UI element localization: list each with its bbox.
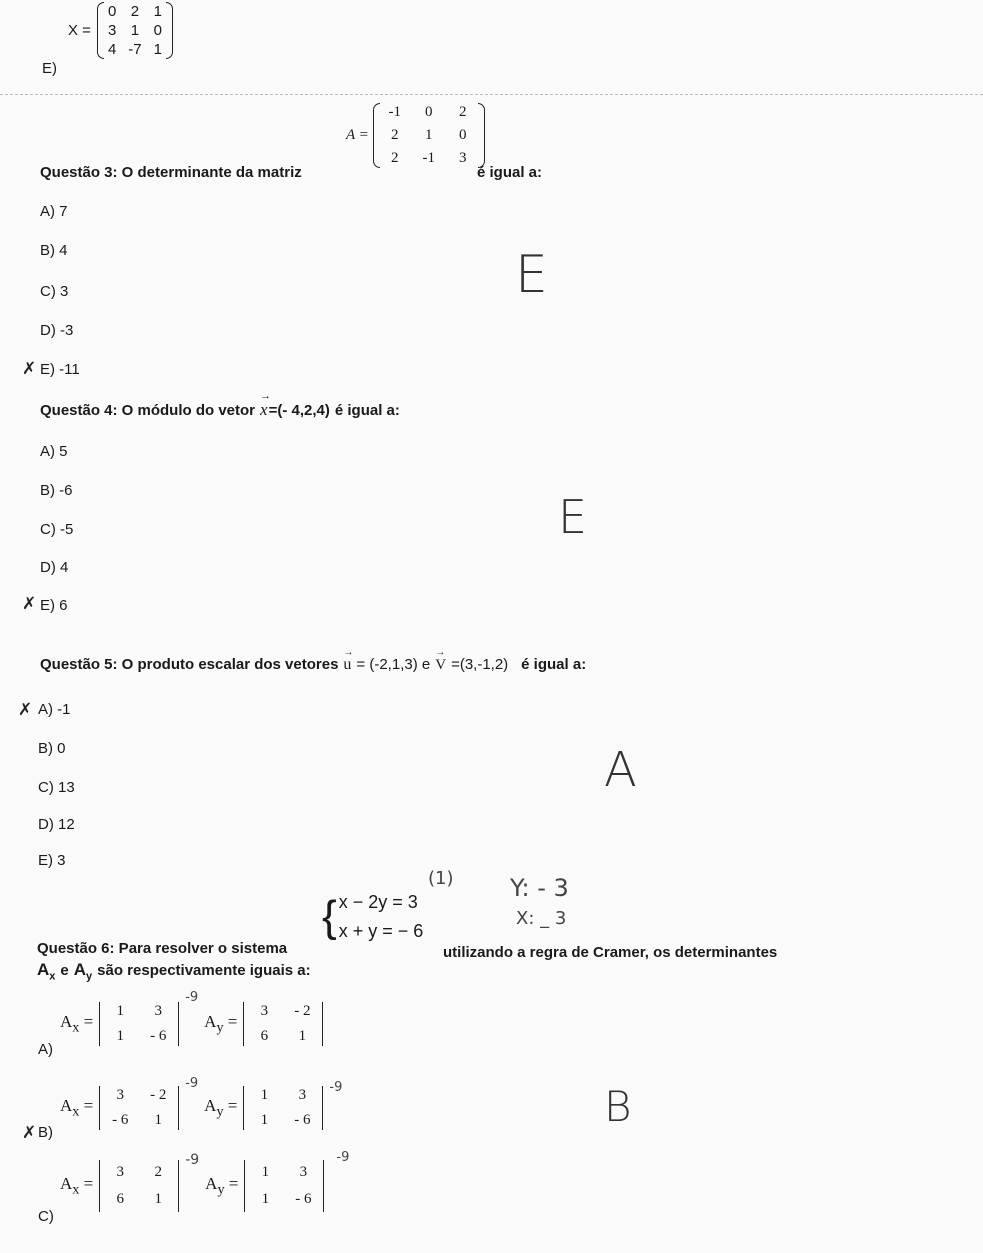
matrix-cell: 0 [459, 127, 467, 143]
q5-option-b: B) 0 [38, 740, 66, 757]
q3-suffix: é igual a: [477, 164, 543, 181]
matrix-cell: 2 [391, 127, 399, 143]
prev-option-letter: E) [42, 60, 57, 77]
matrix-cell: -1 [422, 150, 436, 166]
ax-label: $A_x$ = [60, 1173, 94, 1198]
ax-note: -9 [185, 1076, 199, 1091]
matrix-cell: 1 [153, 41, 162, 58]
ax-determinant: 3 - 2 - 6 1 [99, 1086, 179, 1130]
ay-note: -9 [336, 1150, 350, 1165]
q5-option-d: D) 12 [38, 816, 75, 833]
matrix-cell: -1 [388, 104, 402, 120]
matrix-cell: 1 [153, 3, 162, 20]
ax-determinant: 1 3 1 - 6 [99, 1002, 179, 1046]
q5-check-mark: ✗ [18, 700, 33, 720]
matrix-cell: 1 [130, 22, 140, 39]
q3-option-a: A) 7 [40, 203, 68, 220]
ay-label: $A_y$ = [204, 1095, 238, 1120]
q6-suffix: utilizando a regra de Cramer, os determinantes [443, 944, 778, 961]
q5-title: Questão 5: O produto escalar dos vetores [40, 656, 339, 673]
vector-arrow-icon: → [435, 647, 446, 658]
q3-check-mark: ✗ [22, 359, 37, 379]
q6-system [322, 892, 423, 942]
matrix-cell: 0 [425, 104, 433, 120]
ay-determinant: 1 3 1 - 6 [244, 1160, 324, 1212]
q5-u-symbol: u [343, 656, 352, 673]
q3-matrix-block [346, 103, 485, 168]
q6-note-y: Y: - 3 [510, 874, 569, 902]
q6-option-b [60, 1076, 343, 1130]
q6-equation-1: x − 2y = 3 [338, 892, 418, 912]
q4-option-d: D) 4 [40, 559, 69, 576]
q5-suffix: é igual a: [521, 656, 587, 673]
q6-handwritten-answer: B [604, 1082, 632, 1131]
matrix-cell: 2 [459, 104, 467, 120]
q6-option-c [60, 1150, 350, 1212]
system-brace: { [322, 892, 337, 941]
q6-ax-symbol: $A_x$ [37, 960, 56, 983]
prev-matrix-block [68, 2, 173, 59]
q4-suffix: é igual a: [334, 402, 400, 419]
q3-option-d: D) -3 [40, 322, 74, 339]
matrix-cell: 1 [425, 127, 433, 143]
q6-note-eq-index: (1) [428, 868, 454, 889]
ay-determinant: 1 3 1 - 6 [243, 1086, 323, 1130]
q6-e: e [60, 962, 69, 979]
q5-v [435, 647, 447, 674]
vector-arrow-icon: → [343, 647, 354, 658]
q4-title-line [40, 390, 400, 420]
q6-note-x: X: _ 3 [516, 908, 567, 929]
q5-handwritten-answer: A [604, 742, 637, 798]
q3-title: Questão 3: O determinante da matriz [40, 164, 302, 181]
ax-note: -9 [185, 990, 199, 1005]
q4-option-c: C) -5 [40, 521, 74, 538]
q6-option-c-letter: C) [38, 1208, 54, 1225]
prev-matrix [97, 2, 173, 59]
q5-v-symbol: V [435, 657, 447, 673]
q6-option-b-letter: B) [38, 1124, 53, 1141]
matrix-cell: 2 [130, 3, 140, 20]
q6-option-a-letter: A) [38, 1041, 53, 1058]
q4-option-a: A) 5 [40, 443, 68, 460]
matrix-cell: 3 [459, 150, 467, 166]
q6-title-line-2 [37, 960, 311, 982]
prev-matrix-label: X = [68, 22, 91, 39]
q5-u-value: = (-2,1,3) e [356, 656, 431, 673]
q6-check-mark: ✗ [22, 1123, 37, 1143]
q3-option-e: E) -11 [40, 361, 80, 378]
q5-v-value: =(3,-1,2) [451, 656, 509, 673]
ay-label: $A_y$ = [204, 1011, 238, 1036]
matrix-cell: -7 [128, 41, 142, 58]
q6-ay-symbol: $A_y$ [73, 960, 93, 983]
q5-option-e: E) 3 [38, 852, 66, 869]
ay-determinant: 3 - 2 6 1 [243, 1002, 323, 1046]
ax-determinant: 3 2 6 1 [99, 1160, 179, 1212]
q4-vector-symbol: x [260, 400, 268, 419]
q3-option-c: C) 3 [40, 283, 69, 300]
ay-label: $A_y$ = [205, 1173, 239, 1198]
q5-option-c: C) 13 [38, 779, 75, 796]
q4-option-b: B) -6 [40, 482, 73, 499]
q3-handwritten-answer: E [515, 245, 548, 305]
vector-arrow-icon: → [260, 390, 272, 402]
ay-note: -9 [329, 1080, 343, 1095]
q6-line2-rest: são respectivamente iguais a: [97, 962, 311, 979]
ax-label: $A_x$ = [60, 1095, 94, 1120]
q5-title-line [40, 647, 587, 674]
top-divider [0, 94, 983, 95]
matrix-cell: 0 [107, 3, 117, 20]
matrix-cell: 4 [107, 41, 117, 58]
q4-vector [260, 390, 272, 420]
q4-option-e: E) 6 [40, 597, 68, 614]
q6-title: Questão 6: Para resolver o sistema [37, 940, 288, 957]
q3-matrix-label: A = [346, 127, 369, 143]
q4-title: Questão 4: O módulo do vetor [40, 402, 256, 419]
matrix-cell: 0 [153, 22, 162, 39]
q4-handwritten-answer: E [558, 490, 588, 544]
matrix-cell: 3 [107, 22, 117, 39]
q4-check-mark: ✗ [22, 594, 37, 614]
q4-vector-value: =(- 4,2,4) [268, 402, 330, 419]
q6-equation-2: x + y = − 6 [338, 921, 424, 941]
q3-matrix [373, 103, 485, 168]
ax-note: -9 [185, 1152, 200, 1168]
matrix-cell: 2 [391, 150, 399, 166]
q5-option-a: A) -1 [38, 701, 71, 718]
q6-option-a [60, 990, 323, 1046]
q5-u [343, 647, 354, 674]
q3-option-b: B) 4 [40, 242, 68, 259]
ax-label: $A_x$ = [60, 1011, 94, 1036]
